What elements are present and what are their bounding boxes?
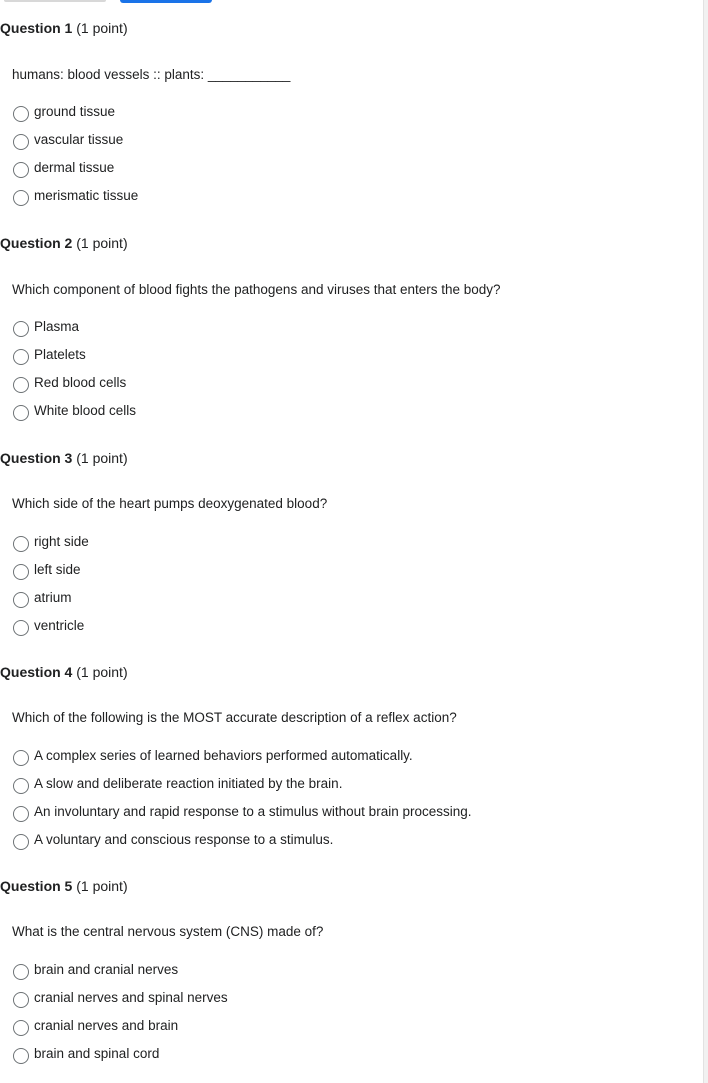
- option-plasma[interactable]: [13, 316, 79, 338]
- radio-button[interactable]: [13, 377, 29, 393]
- option-ventricle[interactable]: [13, 615, 84, 637]
- option-label: cranial nerves and spinal nerves: [34, 990, 228, 1005]
- radio-button[interactable]: [13, 536, 29, 552]
- option-red-blood-cells[interactable]: [13, 372, 126, 394]
- option-left-side[interactable]: [13, 559, 81, 581]
- radio-button[interactable]: [13, 750, 29, 766]
- option-brain-spinal-cord[interactable]: [13, 1043, 159, 1065]
- option-vascular-tissue[interactable]: [13, 129, 123, 151]
- radio-button[interactable]: [13, 162, 29, 178]
- radio-button[interactable]: [13, 190, 29, 206]
- question-stem: Which of the following is the MOST accurate description of a reflex action?: [12, 710, 457, 725]
- option-complex-learned-behaviors[interactable]: [13, 745, 413, 767]
- question-stem: Which side of the heart pumps deoxygenated blood?: [12, 496, 328, 511]
- question-stem: humans: blood vessels :: plants: ___________: [12, 67, 291, 82]
- option-dermal-tissue[interactable]: [13, 157, 114, 179]
- radio-button[interactable]: [13, 778, 29, 794]
- option-label: brain and cranial nerves: [34, 962, 179, 977]
- question-header: [0, 663, 128, 681]
- option-label: A slow and deliberate reaction initiated by the brain.: [34, 776, 343, 791]
- option-label: atrium: [34, 590, 72, 605]
- radio-button[interactable]: [13, 992, 29, 1008]
- option-label: brain and spinal cord: [34, 1046, 160, 1061]
- radio-button[interactable]: [13, 349, 29, 365]
- option-ground-tissue[interactable]: [13, 101, 115, 123]
- radio-button[interactable]: [13, 964, 29, 980]
- radio-button[interactable]: [13, 806, 29, 822]
- option-label: ventricle: [34, 618, 85, 633]
- question-title: Question 1: [0, 20, 73, 36]
- question-title: Question 2: [0, 235, 73, 251]
- question-title: Question 4: [0, 664, 73, 680]
- option-label: dermal tissue: [34, 160, 115, 175]
- previous-tab-edge[interactable]: [4, 0, 106, 2]
- active-tab-edge[interactable]: [120, 0, 212, 3]
- option-voluntary-conscious-response[interactable]: [13, 829, 333, 851]
- radio-button[interactable]: [13, 321, 29, 337]
- question-header: [0, 877, 128, 895]
- radio-button[interactable]: [13, 1048, 29, 1064]
- question-header: [0, 234, 128, 252]
- question-title: Question 5: [0, 878, 73, 894]
- question-header: [0, 449, 128, 467]
- option-label: right side: [34, 534, 89, 549]
- option-label: ground tissue: [34, 104, 116, 119]
- option-label: A voluntary and conscious response to a stimulus.: [34, 832, 334, 847]
- option-right-side[interactable]: [13, 531, 89, 553]
- question-points: (1 point): [76, 664, 128, 680]
- question-header: [0, 19, 128, 37]
- option-label: An involuntary and rapid response to a stimulus without brain processing.: [34, 804, 472, 819]
- option-slow-deliberate-reaction[interactable]: [13, 773, 342, 795]
- question-points: (1 point): [76, 20, 128, 36]
- radio-button[interactable]: [13, 564, 29, 580]
- option-label: vascular tissue: [34, 132, 124, 147]
- option-cranial-spinal-nerves[interactable]: [13, 987, 228, 1009]
- question-title: Question 3: [0, 450, 73, 466]
- option-label: left side: [34, 562, 81, 577]
- option-brain-cranial-nerves[interactable]: [13, 959, 178, 981]
- option-merismatic-tissue[interactable]: [13, 185, 138, 207]
- top-strip: [0, 0, 708, 4]
- radio-button[interactable]: [13, 1020, 29, 1036]
- option-platelets[interactable]: [13, 344, 86, 366]
- question-stem: What is the central nervous system (CNS) made of?: [12, 924, 324, 939]
- option-label: Plasma: [34, 319, 80, 334]
- option-involuntary-rapid-response[interactable]: [13, 801, 472, 823]
- option-label: merismatic tissue: [34, 188, 139, 203]
- radio-button[interactable]: [13, 834, 29, 850]
- option-cranial-nerves-brain[interactable]: [13, 1015, 178, 1037]
- radio-button[interactable]: [13, 405, 29, 421]
- option-label: cranial nerves and brain: [34, 1018, 179, 1033]
- option-label: A complex series of learned behaviors performed automatically.: [34, 748, 413, 763]
- scrollbar[interactable]: [703, 0, 708, 1083]
- option-label: White blood cells: [34, 403, 137, 418]
- radio-button[interactable]: [13, 134, 29, 150]
- radio-button[interactable]: [13, 106, 29, 122]
- question-points: (1 point): [76, 235, 128, 251]
- option-label: Platelets: [34, 347, 86, 362]
- radio-button[interactable]: [13, 592, 29, 608]
- option-label: Red blood cells: [34, 375, 127, 390]
- option-white-blood-cells[interactable]: [13, 400, 136, 422]
- question-stem: Which component of blood fights the pathogens and viruses that enters the body?: [12, 282, 501, 297]
- question-points: (1 point): [76, 878, 128, 894]
- question-points: (1 point): [76, 450, 128, 466]
- option-atrium[interactable]: [13, 587, 72, 609]
- radio-button[interactable]: [13, 620, 29, 636]
